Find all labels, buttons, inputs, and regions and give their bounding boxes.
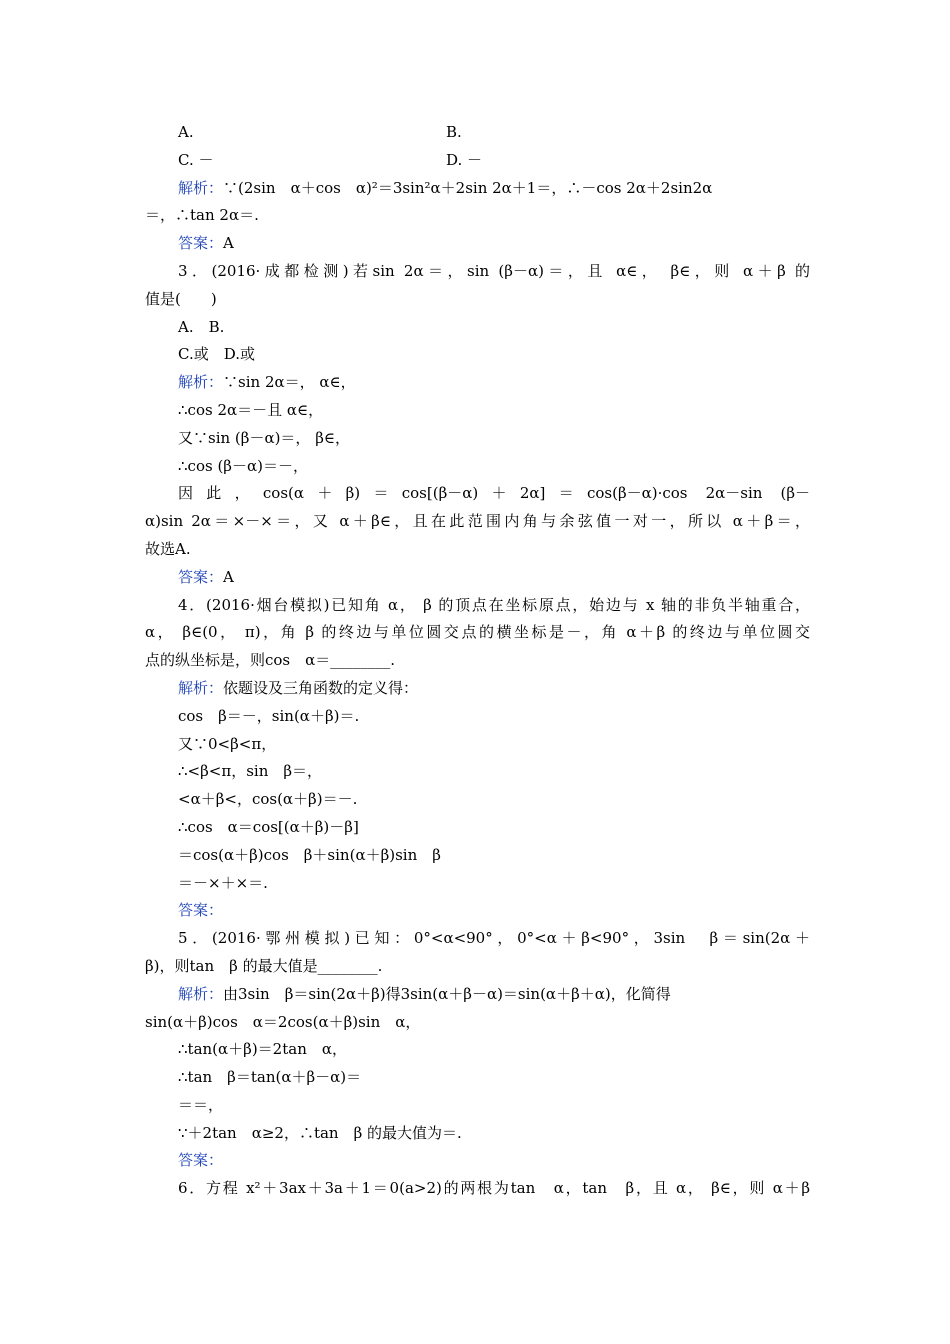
answer-value: A [223, 567, 234, 586]
answer-line [145, 230, 810, 258]
question-6: 6．方程 x²＋3ax＋3a＋1＝0(a>2)的两根为tan α，tan β，且 α， β∈，则 α＋β [178, 1179, 810, 1198]
text-line: cos β＝－，sin(α＋β)＝. [178, 706, 360, 725]
text-line: sin(α＋β)cos α＝2cos(α＋β)sin α， [145, 1012, 421, 1031]
answer-label: 答案： [178, 567, 224, 586]
answer-line [145, 564, 810, 592]
text-line: <α＋β<，cos(α＋β)＝－. [178, 790, 358, 809]
text-line: ∴tan(α＋β)＝2tan α， [178, 1040, 347, 1059]
analysis-label: 解析： [178, 178, 224, 197]
text-line: ∴tan β＝tan(α＋β－α)＝ [178, 1068, 362, 1087]
text-line: 又∵0<β<π， [178, 734, 277, 753]
text-line: ＝－×＋×＝. [178, 873, 268, 892]
answer-label: 答案： [178, 901, 224, 920]
text-line: ∴cos α＝cos[(α＋β)－β] [178, 817, 359, 836]
question-5: 5．(2016·鄂州模拟)已知：0°<α<90°，0°<α＋β<90°，3sin β＝sin(2α＋ [178, 929, 810, 948]
text-line: 值是( ) [145, 289, 217, 308]
analysis-label: 解析： [178, 678, 224, 697]
answer-value: A [223, 234, 234, 253]
analysis-line [145, 369, 810, 397]
option-d: D. － [446, 150, 483, 169]
text-line: ＝cos(α＋β)cos β＋sin(α＋β)sin β [178, 845, 441, 864]
text-line: 又∵sin (β－α)＝， β∈， [178, 428, 350, 447]
answer-label: 答案： [178, 234, 224, 253]
text-line: 故选A. [145, 539, 191, 558]
text-line: ∴cos 2α＝－且 α∈， [178, 400, 324, 419]
text-line: 依题设及三角函数的定义得： [223, 678, 419, 697]
answer-line [145, 897, 810, 925]
text-line: ∴<β<π，sin β＝， [178, 762, 323, 781]
text-line: ∵＋2tan α≥2，∴tan β 的最大值为＝. [178, 1123, 462, 1142]
text-line: β)，则tan β 的最大值是________. [145, 956, 383, 975]
option-a: A. [178, 123, 194, 141]
text-line: A. B. [178, 317, 225, 336]
text-line: ∵(2sin α＋cos α)²＝3sin²α＋2sin 2α＋1＝，∴－cos 2α＋2sin2α [223, 178, 713, 197]
text-line: C.或 D.或 [178, 345, 255, 364]
text-line: ＝＝， [178, 1095, 224, 1114]
analysis-line [145, 675, 810, 703]
text-line: ∴cos (β－α)＝－， [178, 456, 308, 475]
answer-line [145, 1147, 810, 1175]
analysis-label: 解析： [178, 373, 224, 392]
text-line: 因此，cos(α＋β)＝cos[(β－α)＋2α]＝cos(β－α)·cos 2α－sin (β－ [178, 484, 810, 503]
text-line: ＝，∴tan 2α＝. [145, 206, 259, 225]
text-line: ∵sin 2α＝， α∈， [223, 373, 356, 392]
text-line: α)sin 2α＝×－×＝，又 α＋β∈，且在此范围内角与余弦值一对一，所以 α＋β＝， [145, 512, 810, 531]
text-line: 由3sin β＝sin(2α＋β)得3sin(α＋β－α)＝sin(α＋β＋α)，化简得 [223, 984, 671, 1003]
question-3: 3．(2016·成都检测)若sin 2α＝，sin (β－α)＝，且 α∈， β∈，则 α＋β 的 [178, 261, 810, 280]
analysis-line [145, 981, 810, 1009]
text-line: α， β∈(0， π)，角 β 的终边与单位圆交点的横坐标是－，角 α＋β 的终边与单位圆交 [145, 623, 810, 642]
option-row-cd [145, 147, 810, 175]
option-b: B. [446, 123, 462, 141]
analysis-line [145, 175, 810, 203]
answer-label: 答案： [178, 1151, 224, 1170]
text-line: 点的纵坐标是，则cos α＝________. [145, 651, 396, 670]
option-c: C. － [178, 150, 214, 169]
option-row-ab [145, 119, 810, 147]
analysis-label: 解析： [178, 984, 224, 1003]
page-text [145, 119, 810, 1203]
question-4: 4．(2016·烟台模拟)已知角 α， β 的顶点在坐标原点，始边与 x 轴的非负半轴重合， [178, 595, 810, 614]
